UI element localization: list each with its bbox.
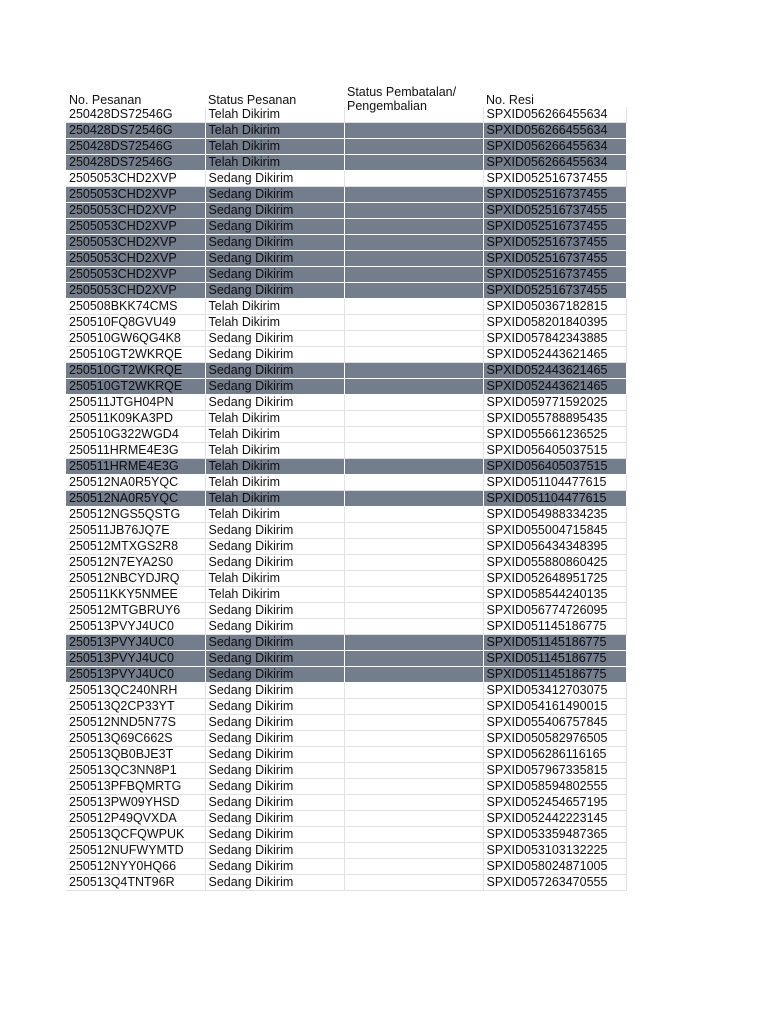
cell-cancel-status <box>344 587 483 603</box>
cell-order-status: Telah Dikirim <box>205 459 344 475</box>
cell-cancel-status <box>344 779 483 795</box>
orders-table <box>66 107 627 891</box>
cell-order-no: 250513Q69C662S <box>66 731 205 747</box>
cell-cancel-status <box>344 619 483 635</box>
cell-cancel-status <box>344 251 483 267</box>
cell-order-status: Sedang Dikirim <box>205 171 344 187</box>
cell-order-status: Sedang Dikirim <box>205 651 344 667</box>
cell-order-no: 250513PW09YHSD <box>66 795 205 811</box>
cell-order-status: Sedang Dikirim <box>205 699 344 715</box>
cell-cancel-status <box>344 571 483 587</box>
cell-order-status: Sedang Dikirim <box>205 763 344 779</box>
table-row <box>66 203 626 219</box>
cell-cancel-status <box>344 603 483 619</box>
cell-cancel-status <box>344 379 483 395</box>
cell-order-no: 2505053CHD2XVP <box>66 203 205 219</box>
cell-order-no: 250428DS72546G <box>66 155 205 171</box>
cell-receipt-no: SPXID052516737455 <box>483 251 626 267</box>
cell-cancel-status <box>344 155 483 171</box>
cell-order-status: Telah Dikirim <box>205 475 344 491</box>
cell-cancel-status <box>344 235 483 251</box>
cell-order-no: 250513PFBQMRTG <box>66 779 205 795</box>
cell-order-status: Sedang Dikirim <box>205 555 344 571</box>
cell-cancel-status <box>344 699 483 715</box>
cell-order-status: Sedang Dikirim <box>205 827 344 843</box>
cell-receipt-no: SPXID055661236525 <box>483 427 626 443</box>
table-row <box>66 123 626 139</box>
cell-order-status: Sedang Dikirim <box>205 795 344 811</box>
cell-order-status: Telah Dikirim <box>205 139 344 155</box>
table-row <box>66 491 626 507</box>
cell-order-no: 250513PVYJ4UC0 <box>66 635 205 651</box>
header-order-status: Status Pesanan <box>208 93 297 107</box>
cell-cancel-status <box>344 459 483 475</box>
cell-order-no: 250510GT2WKRQE <box>66 347 205 363</box>
cell-receipt-no: SPXID057842343885 <box>483 331 626 347</box>
cell-cancel-status <box>344 475 483 491</box>
table-row <box>66 315 626 331</box>
cell-receipt-no: SPXID052454657195 <box>483 795 626 811</box>
cell-order-no: 250511JTGH04PN <box>66 395 205 411</box>
cell-receipt-no: SPXID058201840395 <box>483 315 626 331</box>
cell-receipt-no: SPXID056774726095 <box>483 603 626 619</box>
cell-cancel-status <box>344 875 483 891</box>
cell-receipt-no: SPXID058024871005 <box>483 859 626 875</box>
cell-order-no: 250510GT2WKRQE <box>66 379 205 395</box>
cell-cancel-status <box>344 651 483 667</box>
cell-order-status: Telah Dikirim <box>205 571 344 587</box>
table-row <box>66 699 626 715</box>
cell-order-status: Sedang Dikirim <box>205 251 344 267</box>
cell-order-no: 250512NYY0HQ66 <box>66 859 205 875</box>
table-row <box>66 875 626 891</box>
cell-order-status: Sedang Dikirim <box>205 715 344 731</box>
cell-order-no: 250428DS72546G <box>66 123 205 139</box>
cell-order-status: Sedang Dikirim <box>205 347 344 363</box>
cell-order-no: 250512P49QVXDA <box>66 811 205 827</box>
table-row <box>66 795 626 811</box>
cell-order-status: Sedang Dikirim <box>205 731 344 747</box>
cell-cancel-status <box>344 315 483 331</box>
cell-order-no: 250513QC240NRH <box>66 683 205 699</box>
cell-cancel-status <box>344 747 483 763</box>
table-row <box>66 235 626 251</box>
cell-cancel-status <box>344 795 483 811</box>
table-row <box>66 811 626 827</box>
cell-order-no: 250510FQ8GVU49 <box>66 315 205 331</box>
cell-cancel-status <box>344 827 483 843</box>
cell-receipt-no: SPXID056434348395 <box>483 539 626 555</box>
cell-order-status: Sedang Dikirim <box>205 379 344 395</box>
cell-order-no: 250510GT2WKRQE <box>66 363 205 379</box>
cell-order-status: Sedang Dikirim <box>205 619 344 635</box>
cell-receipt-no: SPXID056405037515 <box>483 443 626 459</box>
cell-receipt-no: SPXID051104477615 <box>483 475 626 491</box>
cell-receipt-no: SPXID057263470555 <box>483 875 626 891</box>
cell-receipt-no: SPXID053412703075 <box>483 683 626 699</box>
cell-order-status: Telah Dikirim <box>205 507 344 523</box>
cell-cancel-status <box>344 139 483 155</box>
table-row <box>66 731 626 747</box>
table-row <box>66 251 626 267</box>
cell-order-status: Telah Dikirim <box>205 587 344 603</box>
cell-order-no: 2505053CHD2XVP <box>66 235 205 251</box>
cell-order-no: 250512N7EYA2S0 <box>66 555 205 571</box>
cell-order-no: 250510G322WGD4 <box>66 427 205 443</box>
table-row <box>66 331 626 347</box>
cell-cancel-status <box>344 491 483 507</box>
table-row <box>66 635 626 651</box>
cell-order-no: 250513PVYJ4UC0 <box>66 619 205 635</box>
cell-order-no: 250513PVYJ4UC0 <box>66 651 205 667</box>
cell-order-no: 250513QC3NN8P1 <box>66 763 205 779</box>
cell-order-status: Telah Dikirim <box>205 155 344 171</box>
cell-cancel-status <box>344 347 483 363</box>
cell-receipt-no: SPXID052443621465 <box>483 363 626 379</box>
order-sheet <box>66 82 626 891</box>
header-cancel-status-line1: Status Pembatalan/ <box>347 85 457 99</box>
cell-cancel-status <box>344 427 483 443</box>
cell-receipt-no: SPXID052442223145 <box>483 811 626 827</box>
cell-receipt-no: SPXID050582976505 <box>483 731 626 747</box>
cell-order-status: Sedang Dikirim <box>205 747 344 763</box>
cell-receipt-no: SPXID052516737455 <box>483 267 626 283</box>
cell-order-status: Telah Dikirim <box>205 123 344 139</box>
cell-cancel-status <box>344 683 483 699</box>
table-row <box>66 859 626 875</box>
cell-cancel-status <box>344 507 483 523</box>
cell-order-status: Sedang Dikirim <box>205 539 344 555</box>
cell-receipt-no: SPXID052516737455 <box>483 171 626 187</box>
cell-receipt-no: SPXID052648951725 <box>483 571 626 587</box>
cell-cancel-status <box>344 267 483 283</box>
table-row <box>66 411 626 427</box>
table-row <box>66 587 626 603</box>
cell-receipt-no: SPXID051145186775 <box>483 635 626 651</box>
cell-receipt-no: SPXID052443621465 <box>483 379 626 395</box>
cell-receipt-no: SPXID052516737455 <box>483 219 626 235</box>
cell-receipt-no: SPXID053359487365 <box>483 827 626 843</box>
cell-order-no: 250513Q4TNT96R <box>66 875 205 891</box>
table-row <box>66 843 626 859</box>
cell-cancel-status <box>344 299 483 315</box>
cell-cancel-status <box>344 363 483 379</box>
cell-order-no: 250512NBCYDJRQ <box>66 571 205 587</box>
table-row <box>66 603 626 619</box>
cell-order-status: Sedang Dikirim <box>205 331 344 347</box>
table-row <box>66 523 626 539</box>
cell-order-status: Sedang Dikirim <box>205 283 344 299</box>
cell-receipt-no: SPXID053103132225 <box>483 843 626 859</box>
cell-cancel-status <box>344 171 483 187</box>
cell-order-status: Sedang Dikirim <box>205 811 344 827</box>
cell-receipt-no: SPXID056405037515 <box>483 459 626 475</box>
cell-cancel-status <box>344 715 483 731</box>
cell-order-no: 250428DS72546G <box>66 107 205 123</box>
cell-receipt-no: SPXID051104477615 <box>483 491 626 507</box>
cell-cancel-status <box>344 283 483 299</box>
cell-receipt-no: SPXID050367182815 <box>483 299 626 315</box>
table-row <box>66 347 626 363</box>
cell-order-status: Sedang Dikirim <box>205 203 344 219</box>
cell-receipt-no: SPXID055406757845 <box>483 715 626 731</box>
cell-order-status: Telah Dikirim <box>205 299 344 315</box>
cell-order-no: 2505053CHD2XVP <box>66 267 205 283</box>
table-row <box>66 299 626 315</box>
cell-order-no: 250512NA0R5YQC <box>66 475 205 491</box>
cell-receipt-no: SPXID051145186775 <box>483 619 626 635</box>
cell-receipt-no: SPXID056286116165 <box>483 747 626 763</box>
cell-receipt-no: SPXID052516737455 <box>483 283 626 299</box>
cell-receipt-no: SPXID052516737455 <box>483 187 626 203</box>
table-row <box>66 619 626 635</box>
cell-order-no: 250511JB76JQ7E <box>66 523 205 539</box>
cell-cancel-status <box>344 555 483 571</box>
table-row <box>66 459 626 475</box>
cell-cancel-status <box>344 219 483 235</box>
orders-table-body <box>66 107 626 891</box>
cell-order-no: 250510GW6QG4K8 <box>66 331 205 347</box>
cell-order-no: 250511K09KA3PD <box>66 411 205 427</box>
cell-cancel-status <box>344 843 483 859</box>
cell-order-status: Sedang Dikirim <box>205 843 344 859</box>
cell-receipt-no: SPXID058544240135 <box>483 587 626 603</box>
table-row <box>66 427 626 443</box>
cell-receipt-no: SPXID052443621465 <box>483 347 626 363</box>
cell-cancel-status <box>344 523 483 539</box>
cell-order-status: Sedang Dikirim <box>205 859 344 875</box>
cell-cancel-status <box>344 763 483 779</box>
cell-order-status: Sedang Dikirim <box>205 875 344 891</box>
cell-cancel-status <box>344 667 483 683</box>
table-row <box>66 715 626 731</box>
cell-order-no: 250512NA0R5YQC <box>66 491 205 507</box>
cell-receipt-no: SPXID055788895435 <box>483 411 626 427</box>
cell-order-no: 250513PVYJ4UC0 <box>66 667 205 683</box>
table-row <box>66 683 626 699</box>
cell-cancel-status <box>344 635 483 651</box>
table-row <box>66 667 626 683</box>
cell-receipt-no: SPXID055880860425 <box>483 555 626 571</box>
cell-order-status: Sedang Dikirim <box>205 187 344 203</box>
cell-receipt-no: SPXID056266455634 <box>483 123 626 139</box>
cell-order-status: Sedang Dikirim <box>205 363 344 379</box>
cell-receipt-no: SPXID059771592025 <box>483 395 626 411</box>
cell-order-status: Telah Dikirim <box>205 427 344 443</box>
cell-receipt-no: SPXID054161490015 <box>483 699 626 715</box>
cell-cancel-status <box>344 411 483 427</box>
cell-order-no: 250511HRME4E3G <box>66 443 205 459</box>
cell-order-status: Telah Dikirim <box>205 411 344 427</box>
cell-order-no: 2505053CHD2XVP <box>66 219 205 235</box>
cell-order-status: Telah Dikirim <box>205 491 344 507</box>
table-row <box>66 763 626 779</box>
table-row <box>66 555 626 571</box>
cell-order-no: 250511HRME4E3G <box>66 459 205 475</box>
cell-receipt-no: SPXID056266455634 <box>483 107 626 123</box>
cell-cancel-status <box>344 443 483 459</box>
cell-order-status: Sedang Dikirim <box>205 395 344 411</box>
cell-order-no: 250513Q2CP33YT <box>66 699 205 715</box>
cell-receipt-no: SPXID057967335815 <box>483 763 626 779</box>
cell-cancel-status <box>344 187 483 203</box>
table-row <box>66 539 626 555</box>
table-row <box>66 171 626 187</box>
table-header <box>66 82 626 113</box>
header-cancel-status-line2: Pengembalian <box>347 99 427 113</box>
cell-order-status: Sedang Dikirim <box>205 779 344 795</box>
cell-order-status: Telah Dikirim <box>205 443 344 459</box>
cell-cancel-status <box>344 203 483 219</box>
cell-cancel-status <box>344 123 483 139</box>
cell-order-no: 2505053CHD2XVP <box>66 251 205 267</box>
cell-order-no: 250512NND5N77S <box>66 715 205 731</box>
cell-receipt-no: SPXID058594802555 <box>483 779 626 795</box>
table-row <box>66 779 626 795</box>
cell-order-status: Telah Dikirim <box>205 107 344 123</box>
cell-receipt-no: SPXID054988334235 <box>483 507 626 523</box>
cell-cancel-status <box>344 731 483 747</box>
table-row <box>66 379 626 395</box>
table-row <box>66 187 626 203</box>
header-receipt-no: No. Resi <box>486 93 534 107</box>
cell-order-status: Sedang Dikirim <box>205 667 344 683</box>
cell-order-no: 250512MTXGS2R8 <box>66 539 205 555</box>
table-row <box>66 651 626 667</box>
table-row <box>66 827 626 843</box>
cell-order-status: Telah Dikirim <box>205 315 344 331</box>
table-row <box>66 443 626 459</box>
cell-order-status: Sedang Dikirim <box>205 235 344 251</box>
cell-receipt-no: SPXID055004715845 <box>483 523 626 539</box>
cell-order-status: Sedang Dikirim <box>205 635 344 651</box>
cell-receipt-no: SPXID052516737455 <box>483 203 626 219</box>
table-row <box>66 363 626 379</box>
cell-cancel-status <box>344 539 483 555</box>
cell-order-no: 250513QCFQWPUK <box>66 827 205 843</box>
table-row <box>66 571 626 587</box>
cell-receipt-no: SPXID051145186775 <box>483 667 626 683</box>
cell-order-no: 250512MTGBRUY6 <box>66 603 205 619</box>
cell-cancel-status <box>344 811 483 827</box>
table-row <box>66 507 626 523</box>
cell-order-status: Sedang Dikirim <box>205 683 344 699</box>
header-cancel-status <box>344 85 483 113</box>
cell-order-no: 2505053CHD2XVP <box>66 187 205 203</box>
cell-order-no: 250428DS72546G <box>66 139 205 155</box>
cell-cancel-status <box>344 331 483 347</box>
table-row <box>66 155 626 171</box>
cell-receipt-no: SPXID056266455634 <box>483 139 626 155</box>
cell-order-status: Sedang Dikirim <box>205 267 344 283</box>
table-row <box>66 139 626 155</box>
header-order-no: No. Pesanan <box>69 93 142 107</box>
cell-order-no: 250513QB0BJE3T <box>66 747 205 763</box>
cell-cancel-status <box>344 859 483 875</box>
cell-order-status: Sedang Dikirim <box>205 219 344 235</box>
cell-order-no: 2505053CHD2XVP <box>66 283 205 299</box>
cell-order-no: 250508BKK74CMS <box>66 299 205 315</box>
cell-receipt-no: SPXID056266455634 <box>483 155 626 171</box>
table-row <box>66 395 626 411</box>
table-row <box>66 219 626 235</box>
cell-order-status: Sedang Dikirim <box>205 523 344 539</box>
table-row <box>66 267 626 283</box>
cell-receipt-no: SPXID051145186775 <box>483 651 626 667</box>
cell-order-no: 250512NUFWYMTD <box>66 843 205 859</box>
cell-receipt-no: SPXID052516737455 <box>483 235 626 251</box>
table-row <box>66 475 626 491</box>
cell-order-no: 250511KKY5NMEE <box>66 587 205 603</box>
cell-order-no: 250512NGS5QSTG <box>66 507 205 523</box>
cell-order-status: Sedang Dikirim <box>205 603 344 619</box>
table-row <box>66 747 626 763</box>
cell-order-no: 2505053CHD2XVP <box>66 171 205 187</box>
table-row <box>66 283 626 299</box>
cell-cancel-status <box>344 395 483 411</box>
